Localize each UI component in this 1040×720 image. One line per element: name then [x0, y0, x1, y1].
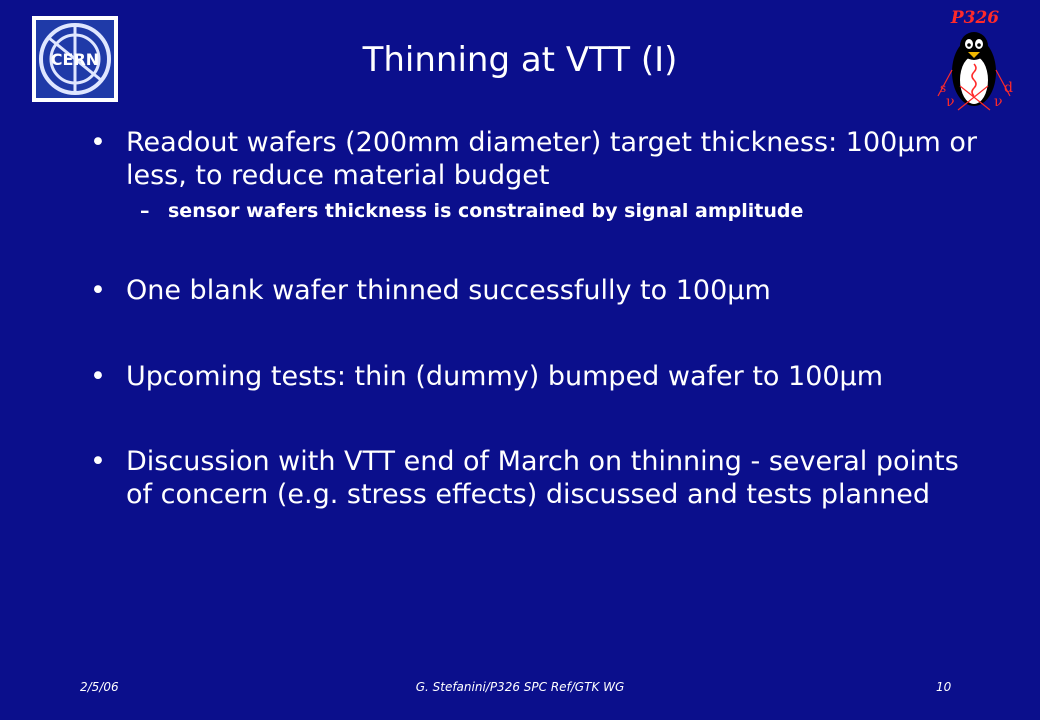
bullet-glyph: • — [90, 275, 106, 306]
sub-bullet-glyph: – — [140, 200, 150, 222]
cern-logo-text: CERN — [50, 50, 100, 69]
p326-logo-text: P326 — [950, 8, 1000, 28]
bullet-glyph: • — [90, 361, 106, 392]
bullet-text: Upcoming tests: thin (dummy) bumped wafer to 100µm — [126, 361, 884, 392]
bullet-list — [88, 126, 988, 511]
p326-label-s: s — [940, 81, 947, 95]
slide-title: Thinning at VTT (I) — [362, 40, 678, 80]
bullet-text: Discussion with VTT end of March on thinning - several points of concern (e.g. stress effects) discussed and tests planned — [126, 446, 959, 510]
bullet-glyph: • — [90, 127, 106, 158]
p326-label-nu-right: ν — [994, 94, 1003, 110]
bullet-item — [88, 360, 988, 393]
bullet-item — [88, 126, 988, 192]
bullet-text: Readout wafers (200mm diameter) target thickness: 100µm or less, to reduce material budget — [126, 127, 978, 191]
p326-label-d: d — [1004, 80, 1013, 96]
footer-author: G. Stefanini/P326 SPC Ref/GTK WG — [415, 680, 625, 694]
bullet-item — [88, 445, 988, 511]
bullet-item — [88, 274, 988, 307]
sub-bullet-text: sensor wafers thickness is constrained by signal amplitude — [168, 200, 804, 222]
footer-page-number: 10 — [936, 680, 952, 694]
sub-bullet-item — [88, 198, 988, 224]
footer-date: 2/5/06 — [80, 680, 119, 694]
bullet-glyph: • — [90, 446, 106, 477]
p326-label-nu-left: ν — [946, 94, 955, 110]
bullet-text: One blank wafer thinned successfully to 100µm — [126, 275, 771, 306]
